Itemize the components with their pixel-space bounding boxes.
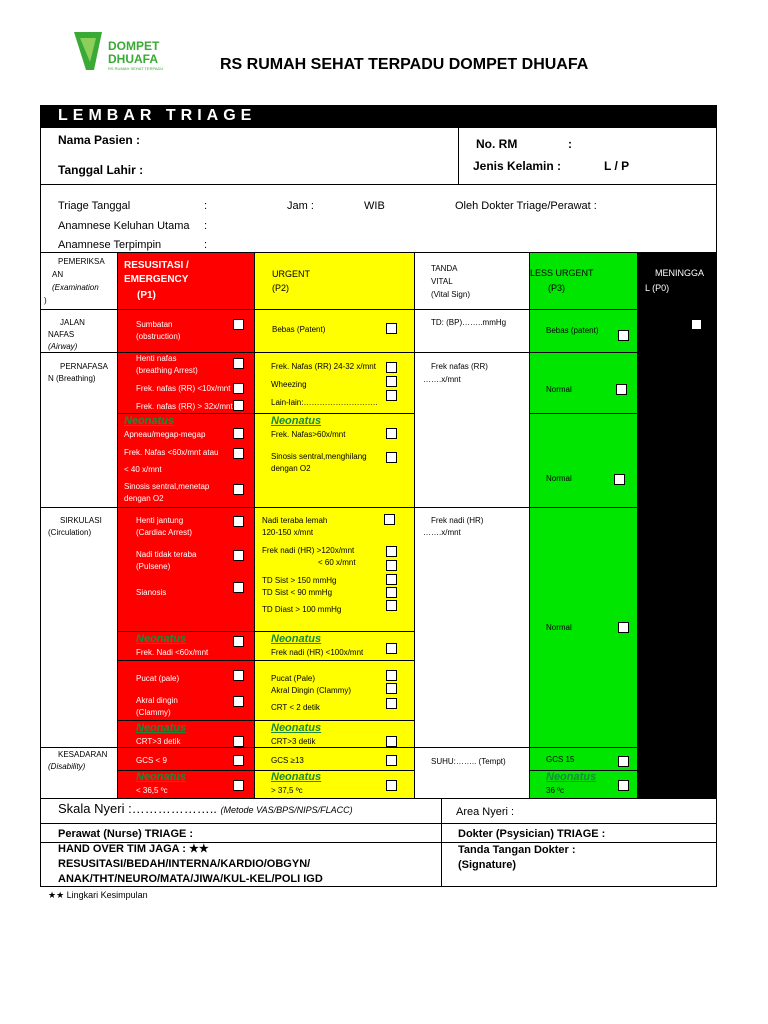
- circulation-p2-b-2: < 60 x/mnt: [318, 558, 356, 567]
- circulation-vital-1: Frek nadi (HR): [431, 516, 484, 525]
- skala-nyeri-text: Skala Nyeri :………………..: [58, 801, 217, 816]
- breathing-p3-b-checkbox[interactable]: [614, 474, 625, 485]
- circulation-p2-e-checkbox[interactable]: [386, 670, 397, 681]
- signature-label-en: (Signature): [458, 859, 517, 871]
- breathing-p3-a: Normal: [546, 385, 572, 394]
- breathing-p1-f-1: Sinosis sentral,menetap: [124, 482, 210, 491]
- circulation-p2-b-checkbox-2[interactable]: [386, 560, 397, 571]
- no-rm-colon: :: [568, 137, 572, 151]
- handover-units-1: RESUSITASI/BEDAH/INTERNA/KARDIO/OBGYN/: [58, 858, 311, 870]
- p0-column: [637, 253, 717, 798]
- airway-p1-1: Sumbatan: [136, 320, 173, 329]
- airway-p2: Bebas (Patent): [272, 325, 326, 334]
- breathing-vital-2: …….x/mnt: [423, 375, 461, 384]
- vital-header-2: VITAL: [431, 277, 453, 286]
- breathing-p2-e-2: dengan O2: [271, 464, 311, 473]
- breathing-p1-a-2: (breathing Arrest): [136, 366, 198, 375]
- disability-p1-neonatus: Neonatus: [136, 771, 187, 783]
- disability-p1-b: < 36,5 ºc: [136, 786, 168, 795]
- circulation-p2-e-2: Akral Dingin (Clammy): [271, 686, 352, 695]
- circulation-p1-f-1: Akral dingin: [136, 696, 178, 705]
- p3-header-1: LESS URGENT: [530, 268, 594, 278]
- circulation-p1-a-checkbox[interactable]: [233, 516, 244, 527]
- breathing-p1-a-checkbox[interactable]: [233, 358, 244, 369]
- triage-tanggal-label: Triage Tanggal: [58, 200, 131, 212]
- circulation-p2-a-1: Nadi teraba lemah: [262, 516, 328, 525]
- breathing-vital-1: Frek nafas (RR): [431, 362, 488, 371]
- divider: [117, 253, 118, 798]
- breathing-p2-c: Lain-lain:……………………….: [271, 398, 378, 407]
- vital-header-3: (Vital Sign): [431, 290, 470, 299]
- terpimpin-label: Anamnese Terpimpin: [58, 239, 162, 251]
- circulation-p1-b-checkbox[interactable]: [233, 550, 244, 561]
- p1-header-3: (P1): [137, 290, 156, 301]
- breathing-p2-neonatus: Neonatus: [271, 415, 322, 427]
- circulation-p2-a-2: 120-150 x/mnt: [262, 528, 314, 537]
- breathing-p1-d: Apneau/megap-megap: [124, 430, 206, 439]
- circulation-p1-e: Pucat (pale): [136, 674, 180, 683]
- vital-header-1: TANDA: [431, 264, 458, 273]
- divider: [40, 352, 637, 353]
- disability-p2-neonatus: Neonatus: [271, 771, 322, 783]
- disability-p1-a: GCS < 9: [136, 756, 167, 765]
- row-disability-1: KESADARAN: [58, 750, 108, 759]
- circulation-p2-c-checkbox-3[interactable]: [386, 600, 397, 611]
- circulation-p1-f-2: (Clammy): [136, 708, 171, 717]
- divider: [117, 631, 414, 632]
- breathing-p2-a: Frek. Nafas (RR) 24-32 x/mnt: [271, 362, 376, 371]
- circulation-p2-d-checkbox[interactable]: [386, 643, 397, 654]
- disability-p2-b-checkbox[interactable]: [386, 780, 397, 791]
- breathing-p1-c: Frek. nafas (RR) > 32x/mnt: [136, 402, 233, 411]
- p2-column: [254, 253, 414, 798]
- airway-p1-2: (obstruction): [136, 332, 181, 341]
- circulation-p2-c-2: TD Sist < 90 mmHg: [262, 588, 333, 597]
- breathing-p2-a-checkbox[interactable]: [386, 362, 397, 373]
- breathing-p2-d-checkbox[interactable]: [386, 428, 397, 439]
- breathing-p3-b: Normal: [546, 474, 572, 483]
- row-disability-2: (Disability): [48, 762, 86, 771]
- wib-label: WIB: [364, 200, 385, 212]
- dompet-dhuafa-logo-icon: [72, 30, 106, 74]
- disability-p1-b-checkbox[interactable]: [233, 780, 244, 791]
- colon: :: [204, 200, 208, 212]
- disability-p1-a-checkbox[interactable]: [233, 755, 244, 766]
- circulation-p1-neonatus: Neonatus: [136, 633, 187, 645]
- circulation-p2-c-checkbox[interactable]: [386, 574, 397, 585]
- skala-nyeri-metode: (Metode VAS/BPS/NIPS/FLACC): [220, 805, 353, 815]
- pemeriksaan-header-2: AN: [52, 270, 64, 279]
- breathing-p2-c-checkbox[interactable]: [386, 390, 397, 401]
- keluhan-label: Anamnese Keluhan Utama: [58, 220, 190, 232]
- circulation-p2-e-checkbox-2[interactable]: [386, 683, 397, 694]
- divider: [40, 798, 717, 799]
- p0-header-2: L (P0): [645, 283, 670, 293]
- airway-p1-checkbox[interactable]: [233, 319, 244, 330]
- circulation-p1-c: Sianosis: [136, 588, 167, 597]
- disability-p2-b: > 37,5 ºc: [271, 786, 303, 795]
- disability-vital: SUHU:…….. (Tempt): [431, 757, 506, 766]
- circulation-p2-c-3: TD Diast > 100 mmHg: [262, 605, 342, 614]
- row-breathing-1: PERNAFASA: [60, 362, 109, 371]
- circulation-vital-2: …….x/mnt: [423, 528, 461, 537]
- airway-vital: TD: (BP)……..mmHg: [431, 318, 507, 327]
- circulation-p1-g: CRT>3 detik: [136, 737, 181, 746]
- circulation-p1-neonatus-2: Neonatus: [136, 722, 187, 734]
- breathing-p3-a-checkbox[interactable]: [616, 384, 627, 395]
- disability-p2-a-checkbox[interactable]: [386, 755, 397, 766]
- footnote: ★★ Lingkari Kesimpulan: [48, 890, 148, 900]
- circulation-p1-d: Frek. Nadi <60x/mnt: [136, 648, 209, 657]
- breathing-p1-b-checkbox[interactable]: [233, 383, 244, 394]
- logo-line2: DHUAFA: [108, 52, 158, 66]
- nama-pasien-label: Nama Pasien :: [58, 133, 141, 147]
- colon: :: [204, 239, 208, 251]
- disability-p3-b-checkbox[interactable]: [618, 780, 629, 791]
- p2-header-2: (P2): [272, 283, 290, 293]
- breathing-p1-f-2: dengan O2: [124, 494, 164, 503]
- row-airway-3: (Airway): [48, 342, 78, 351]
- skala-nyeri-label: [58, 802, 353, 817]
- circulation-p1-b-2: (Pulsene): [136, 562, 171, 571]
- circulation-p1-g-checkbox[interactable]: [233, 736, 244, 747]
- row-circulation-1: SIRKULASI: [60, 516, 102, 525]
- circulation-p2-b-checkbox[interactable]: [386, 546, 397, 557]
- divider: [458, 127, 459, 184]
- tanggal-lahir-label: Tanggal Lahir :: [58, 163, 144, 177]
- breathing-p2-e-1: Sinosis sentral,menghilang: [271, 452, 367, 461]
- circulation-p2-c-checkbox-2[interactable]: [386, 587, 397, 598]
- airway-p3-checkbox[interactable]: [618, 330, 629, 341]
- circulation-p1-c-checkbox[interactable]: [233, 582, 244, 593]
- p3-header-2: (P3): [548, 283, 566, 293]
- circulation-p2-c-1: TD Sist > 150 mmHg: [262, 576, 337, 585]
- breathing-p2-b: Wheezing: [271, 380, 307, 389]
- logo: [72, 28, 164, 78]
- p1-header-2: EMERGENCY: [124, 274, 189, 285]
- dokter-triage-label: Dokter (Psysician) TRIAGE :: [458, 828, 606, 840]
- airway-p2-checkbox[interactable]: [386, 323, 397, 334]
- airway-p3: Bebas (patent): [546, 326, 599, 335]
- breathing-p1-e-checkbox[interactable]: [233, 448, 244, 459]
- divider: [529, 413, 637, 414]
- jam-label: Jam :: [287, 200, 314, 212]
- breathing-p1-b: Frek. nafas (RR) <10x/mnt: [136, 384, 231, 393]
- pemeriksaan-header: PEMERIKSA: [58, 257, 105, 266]
- divider: [40, 747, 637, 748]
- p1-header-1: RESUSITASI /: [124, 260, 189, 271]
- circulation-p2-e-1: Pucat (Pale): [271, 674, 316, 683]
- jenis-kelamin-label: Jenis Kelamin :: [473, 159, 562, 173]
- circulation-p1-a-2: (Cardiac Arrest): [136, 528, 193, 537]
- handover-label: HAND OVER TIM JAGA : ★★: [58, 843, 209, 855]
- circulation-p2-neonatus-2: Neonatus: [271, 722, 322, 734]
- perawat-triage-label: Perawat (Nurse) TRIAGE :: [58, 828, 194, 840]
- page-title: RS RUMAH SEHAT TERPADU DOMPET DHUAFA: [220, 56, 589, 73]
- logo-line1: DOMPET: [108, 39, 160, 53]
- divider: [40, 184, 717, 185]
- row-circulation-2: (Circulation): [48, 528, 92, 537]
- circulation-p1-a-1: Henti jantung: [136, 516, 184, 525]
- row-airway-2: NAFAS: [48, 330, 75, 339]
- circulation-p2-f: CRT>3 detik: [271, 737, 316, 746]
- area-nyeri-label: Area Nyeri :: [456, 806, 515, 818]
- circulation-p1-b-1: Nadi tidak teraba: [136, 550, 197, 559]
- divider: [40, 309, 637, 310]
- handover-units-2: ANAK/THT/NEURO/MATA/JIWA/KUL-KEL/POLI IGD: [58, 873, 323, 885]
- p0-checkbox[interactable]: [691, 319, 702, 330]
- circulation-p2-e-3: CRT < 2 detik: [271, 703, 320, 712]
- breathing-p1-neonatus: Neonatus: [124, 415, 175, 427]
- signature-label: Tanda Tangan Dokter :: [458, 844, 576, 856]
- divider: [117, 720, 414, 721]
- breathing-p2-d: Frek. Nafas>60x/mnt: [271, 430, 346, 439]
- breathing-p1-e-1: Frek. Nafas <60x/mnt atau: [124, 448, 219, 457]
- circulation-p2-b-1: Frek nadi (HR) >120x/mnt: [262, 546, 355, 555]
- disability-p3-a-checkbox[interactable]: [618, 756, 629, 767]
- circulation-p3: Normal: [546, 623, 572, 632]
- no-rm-label: No. RM: [476, 137, 518, 151]
- colon: :: [204, 220, 208, 232]
- breathing-p1-c-checkbox[interactable]: [233, 400, 244, 411]
- divider: [529, 253, 530, 798]
- circulation-p1-d-checkbox[interactable]: [233, 636, 244, 647]
- breathing-p1-f-checkbox[interactable]: [233, 484, 244, 495]
- oleh-label: Oleh Dokter Triage/Perawat :: [455, 200, 597, 212]
- divider: [40, 823, 717, 824]
- p2-header-1: URGENT: [272, 269, 310, 279]
- disability-p3-neonatus: Neonatus: [546, 771, 597, 783]
- circulation-p2-neonatus: Neonatus: [271, 633, 322, 645]
- disability-p3-b: 36 ºc: [546, 786, 565, 795]
- breathing-p2-b-checkbox[interactable]: [386, 376, 397, 387]
- pemeriksaan-header-en-2: ): [44, 296, 47, 305]
- banner-title: LEMBAR TRIAGE: [58, 107, 257, 124]
- disability-p2-a: GCS ≥13: [271, 756, 304, 765]
- circulation-p1-f-checkbox[interactable]: [233, 696, 244, 707]
- circulation-p1-e-checkbox[interactable]: [233, 670, 244, 681]
- pemeriksaan-header-en: (Examination: [52, 283, 99, 292]
- logo-tagline: RS RUMAH SEHAT TERPADU: [108, 66, 164, 71]
- row-airway-1: JALAN: [60, 318, 85, 327]
- breathing-p1-d-checkbox[interactable]: [233, 428, 244, 439]
- disability-p3-a: GCS 15: [546, 755, 575, 764]
- breathing-p2-e-checkbox[interactable]: [386, 452, 397, 463]
- divider: [414, 253, 415, 798]
- row-breathing-2: N (Breathing): [48, 374, 96, 383]
- circulation-p2-e-checkbox-3[interactable]: [386, 698, 397, 709]
- divider: [117, 660, 414, 661]
- breathing-p1-e-2: < 40 x/mnt: [124, 465, 162, 474]
- circulation-p2-a-checkbox[interactable]: [384, 514, 395, 525]
- jenis-kelamin-options: L / P: [604, 159, 630, 173]
- breathing-p1-a-1: Henti nafas: [136, 354, 177, 363]
- divider: [40, 507, 637, 508]
- divider: [254, 253, 255, 798]
- circulation-p2-d: Frek nadi (HR) <100x/mnt: [271, 648, 364, 657]
- p0-header-1: MENINGGA: [655, 268, 705, 278]
- divider: [117, 413, 414, 414]
- circulation-p3-checkbox[interactable]: [618, 622, 629, 633]
- circulation-p2-f-checkbox[interactable]: [386, 736, 397, 747]
